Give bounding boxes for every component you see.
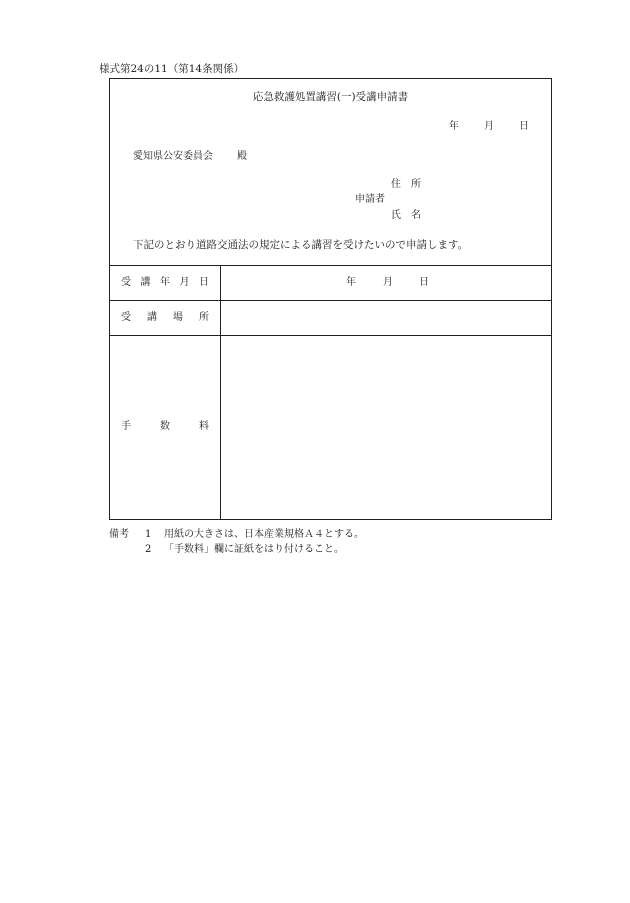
address-label: 住 所 xyxy=(391,179,421,190)
recipient-honorific: 殿 xyxy=(237,151,247,162)
form-title: 応急救護処置講習(一)受講申請書 xyxy=(252,91,409,103)
application-form-frame xyxy=(109,78,552,520)
table-top-border xyxy=(110,265,551,266)
note-text: 用紙の大きさは、日本産業規格Ａ４とする。 xyxy=(164,529,364,540)
form-code: 様式第24の11（第14条関係） xyxy=(99,63,245,75)
recipient-name: 愛知県公安委員会 xyxy=(133,151,213,162)
date-year-label: 年 xyxy=(449,121,459,132)
label-char: 料 xyxy=(199,421,209,432)
label-char: 手 xyxy=(121,421,131,432)
date-month-label: 月 xyxy=(484,121,494,132)
note-number: 2 xyxy=(145,544,152,555)
lecture-date-label xyxy=(121,278,209,288)
name-label: 氏 名 xyxy=(391,210,421,221)
column-divider xyxy=(220,265,221,519)
row-divider xyxy=(110,335,551,336)
label-char: 年 xyxy=(160,277,170,288)
note-text: 「手数料」欄に証紙をはり付けること。 xyxy=(164,544,344,555)
fee-label xyxy=(121,422,209,432)
label-char: 月 xyxy=(179,277,190,288)
date-day-label: 日 xyxy=(519,121,529,132)
label-char: 日 xyxy=(199,277,209,288)
applicant-label: 申請者 xyxy=(355,194,385,205)
lecture-date-day: 日 xyxy=(419,277,429,288)
label-char: 講 xyxy=(147,312,157,323)
application-statement: 下記のとおり道路交通法の規定による講習を受けたいので申請します。 xyxy=(133,239,469,251)
label-char: 数 xyxy=(160,421,170,432)
row-divider xyxy=(110,300,551,301)
note-number: 1 xyxy=(145,529,152,540)
label-char: 所 xyxy=(199,312,209,323)
lecture-date-year: 年 xyxy=(346,277,356,288)
lecture-place-label xyxy=(121,313,209,323)
label-char: 場 xyxy=(173,312,183,323)
lecture-date-month: 月 xyxy=(383,277,393,288)
notes-label: 備考 xyxy=(109,529,129,540)
label-char: 講 xyxy=(140,277,151,288)
label-char: 受 xyxy=(121,277,131,288)
label-char: 受 xyxy=(121,312,131,323)
